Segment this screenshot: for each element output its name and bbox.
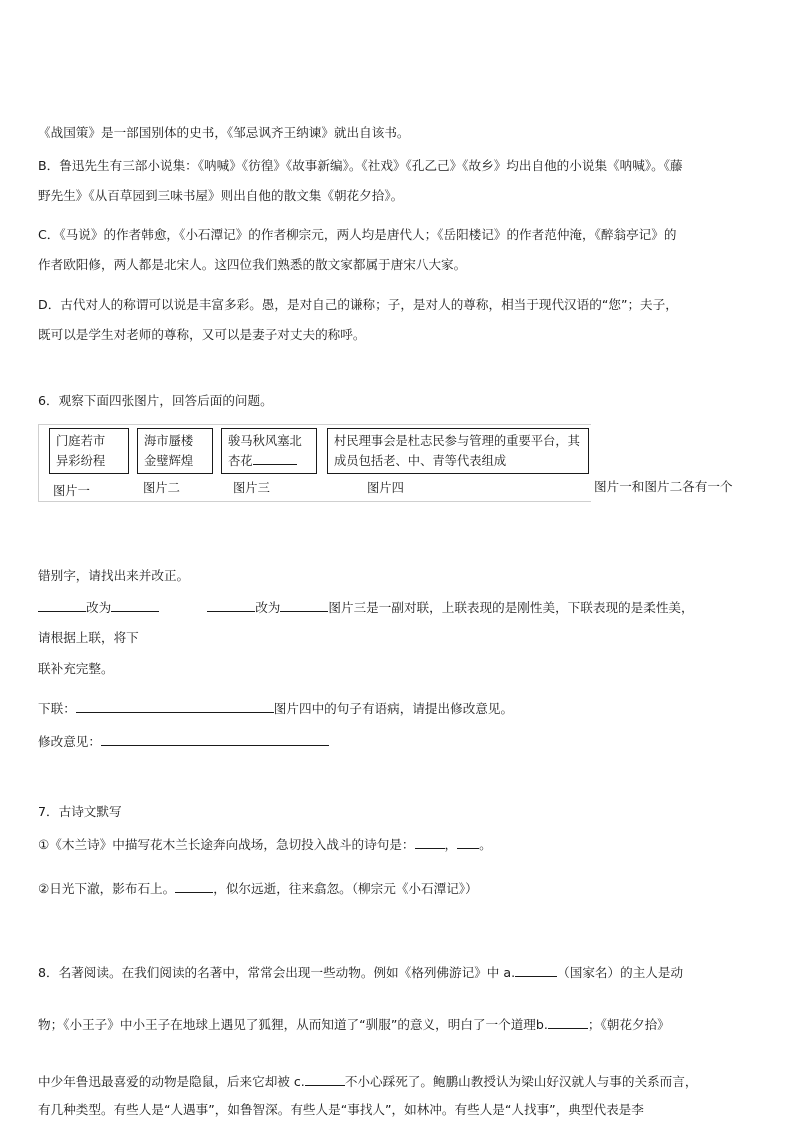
q8-blank-b[interactable] (548, 1014, 588, 1029)
q8-line-2-text: 物；《小王子》中小王子在地球上遇见了狐狸，从而知道了“驯服”的意义，明白了一个道理b. (38, 1017, 548, 1032)
q7-item-1-blank-1[interactable] (415, 834, 445, 849)
q6-side-text: 图片一和图片二各有一个 (594, 479, 733, 494)
correct-char-blank-1[interactable] (111, 597, 159, 612)
q6-line-a: 错别字，请找出来并改正。 (38, 568, 190, 583)
wrong-char-blank-2[interactable] (207, 597, 255, 612)
q6-line-c: 请根据上联，将下 (38, 630, 139, 645)
q7-item-1-blank-2[interactable] (457, 834, 479, 849)
q8-line-3-after: 不小心踩死了。鲍鹏山教授认为梁山好汉就人与事的关系而言， (344, 1074, 698, 1089)
intro-line: 《战国策》是一部国别体的史书，《邹忌讽齐王纳谏》就出自该书。 (38, 125, 410, 140)
advice-label: 修改意见： (38, 734, 101, 749)
option-d-line-2: 既可以是学生对老师的尊称，又可以是妻子对丈夫的称呼。 (38, 327, 366, 342)
q6-stem: 6．观察下面四张图片，回答后面的问题。 (38, 393, 273, 408)
q7-item-1-text: ①《木兰诗》中描写花木兰长途奔向战场，急切投入战斗的诗句是： (38, 837, 415, 852)
picture-2-line-1: 海市蜃楼 (144, 434, 194, 448)
q8-line-4: 有几种类型。有些人是“人遇事”，如鲁智深。有些人是“事找人”，如林冲。有些人是“人找事”，典型代表是李 (38, 1102, 644, 1117)
option-c-line-2: 作者欧阳修，两人都是北宋人。这四位我们熟悉的散文家都属于唐宋八大家。 (38, 257, 467, 272)
q8-blank-c[interactable] (305, 1071, 345, 1086)
picture-3-card (221, 428, 317, 474)
q7-item-1-sep: ， (444, 837, 458, 852)
picture-2-card (137, 428, 213, 474)
q6-line-d: 联补充完整。 (38, 661, 114, 676)
picture-3-line-2 (228, 451, 310, 471)
q8-line-1-text: 8．名著阅读。在我们阅读的名著中，常常会出现一些动物。例如《格列佛游记》中 a. (38, 965, 516, 980)
q7-item-2-text: ②日光下澈，影布石上。 (38, 881, 176, 896)
q8-line-3 (38, 1071, 697, 1091)
change-to-label-1: 改为 (86, 600, 112, 615)
advice-blank[interactable] (101, 731, 329, 746)
picture-3-blank (253, 452, 297, 465)
correct-char-blank-2[interactable] (280, 597, 328, 612)
q8-line-1-after: （国家名）的主人是动 (557, 965, 684, 980)
picture-4-card (327, 428, 589, 474)
q7-item-1 (38, 834, 492, 854)
couplet-text: 图片三是一副对联，上联表现的是刚性美，下联表现的是柔性美， (328, 600, 694, 615)
picture-4-caption: 图片四 (367, 481, 404, 495)
q7-item-2 (38, 878, 478, 898)
picture-4-line-2: 成员包括老、中、青等代表组成 (334, 454, 507, 468)
q6-correction-line (38, 597, 694, 617)
picture-2-line-2: 金璧辉煌 (144, 454, 194, 468)
lower-couplet-label: 下联： (38, 701, 76, 716)
q8-line-2-after: ；《朝花夕拾》 (587, 1017, 670, 1032)
change-to-label-2: 改为 (255, 600, 281, 615)
q8-line-1 (38, 962, 683, 982)
option-d-line-1: D．古代对人的称谓可以说是丰富多彩。愚，是对自己的谦称；子，是对人的尊称，相当于现代汉语的“您”；夫子， (38, 297, 678, 312)
picture-1-line-2: 异彩纷程 (56, 454, 106, 468)
picture-3-line-2-text: 杏花 (228, 454, 253, 468)
q7-stem: 7．古诗文默写 (38, 804, 122, 819)
picture-1-caption: 图片一 (53, 484, 90, 498)
picture-3-caption: 图片三 (233, 481, 270, 495)
q7-item-2-blank[interactable] (175, 878, 213, 893)
q6-lower-couplet-line (38, 698, 513, 718)
q6-pictures-strip (38, 424, 591, 502)
picture-1-line-1: 门庭若市 (56, 434, 106, 448)
option-c-line-1: C．《马说》的作者韩愈，《小石潭记》的作者柳宗元，两人均是唐代人；《岳阳楼记》的作者范仲淹，《醉翁亭记》的 (38, 227, 677, 242)
q8-line-3-text: 中少年鲁迅最喜爱的动物是隐鼠，后来它却被 c. (38, 1074, 305, 1089)
q8-line-2 (38, 1014, 670, 1034)
picture-2-caption: 图片二 (143, 481, 180, 495)
option-b-line-2: 野先生》《从百草园到三味书屋》则出自他的散文集《朝花夕拾》。 (38, 188, 404, 203)
picture-3-line-1: 骏马秋风塞北 (228, 434, 302, 448)
option-b-line-1: B．鲁迅先生有三部小说集：《呐喊》《彷徨》《故事新编》。《社戏》《孔乙己》《故乡》均出自他的小说集《呐喊》。《藤 (38, 158, 683, 173)
q6-advice-line (38, 731, 329, 751)
q8-blank-a[interactable] (515, 962, 557, 977)
q7-item-1-end: 。 (479, 837, 492, 852)
q7-item-2-after: ，似尔远逝，往来翕忽。（柳宗元《小石潭记》） (213, 881, 478, 896)
picture-1-card (49, 428, 129, 474)
sentence-text: 图片四中的句子有语病，请提出修改意见。 (273, 701, 514, 716)
picture-4-line-1: 村民理事会是杜志民参与管理的重要平台，其 (334, 434, 580, 448)
wrong-char-blank-1[interactable] (38, 597, 86, 612)
lower-couplet-blank[interactable] (76, 698, 274, 713)
